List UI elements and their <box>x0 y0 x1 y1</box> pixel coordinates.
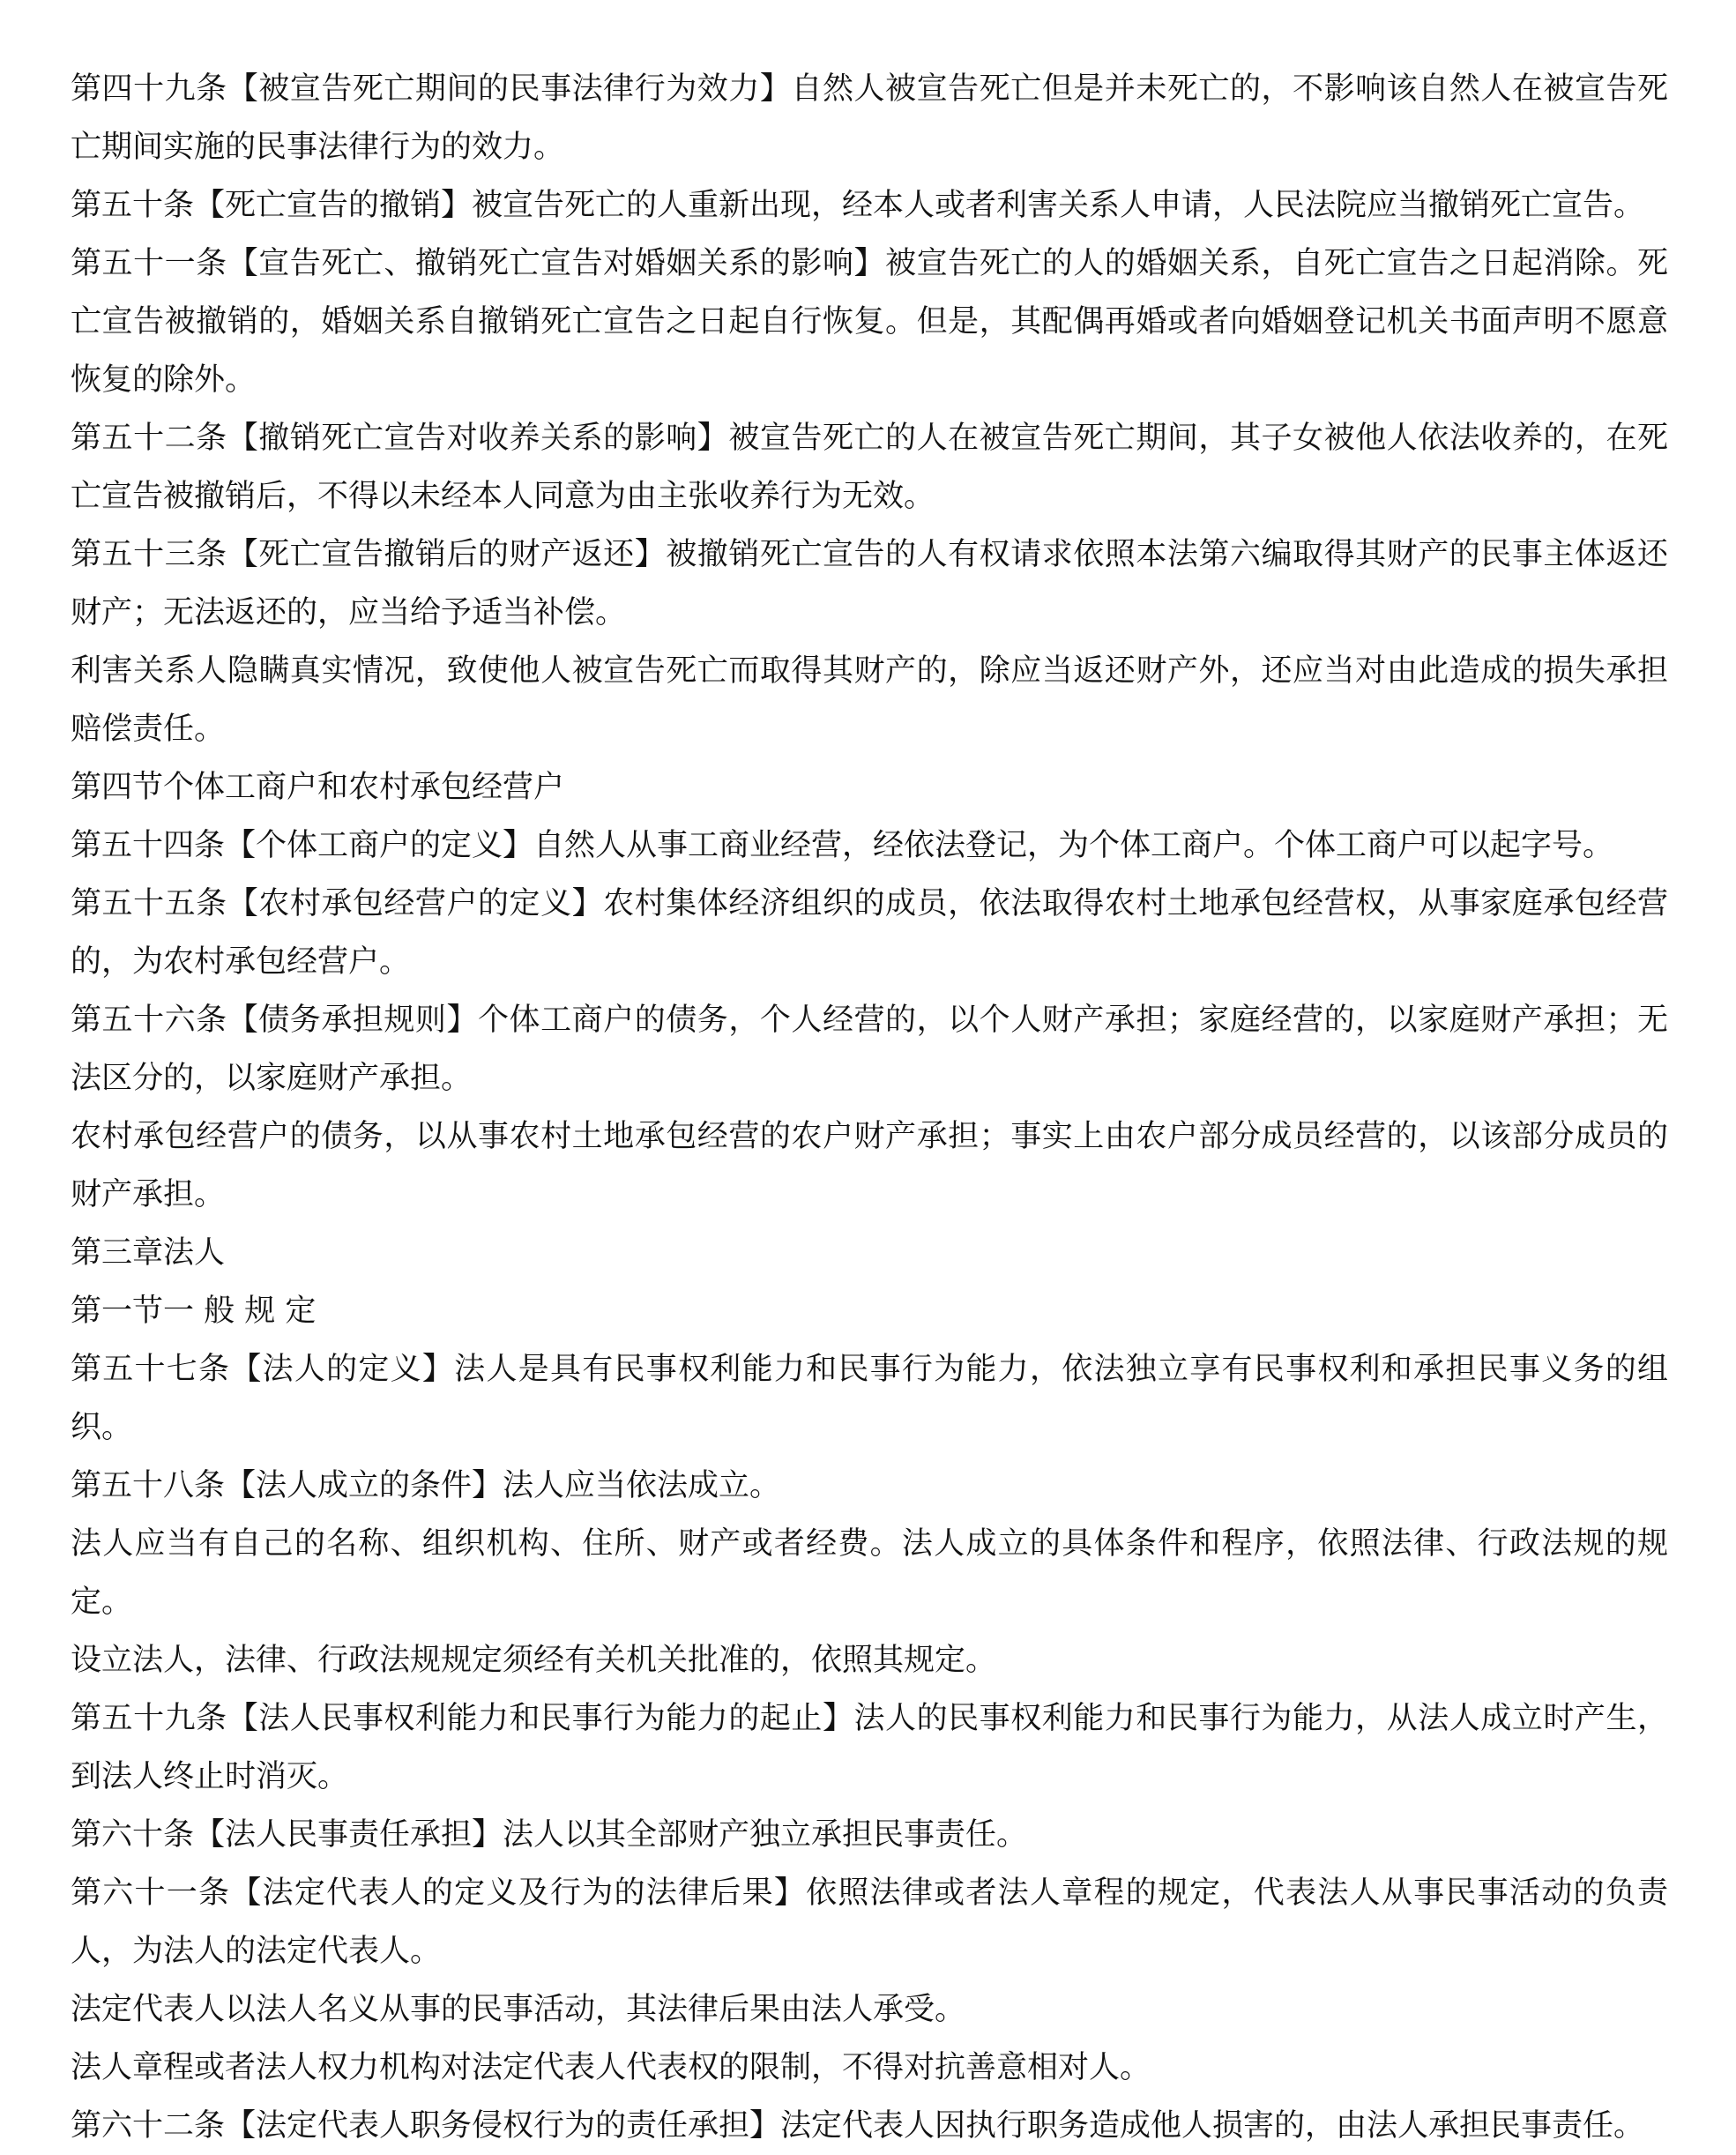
article-53-paragraph-2: 利害关系人隐瞒真实情况，致使他人被宣告死亡而取得其财产的，除应当返还财产外，还应当对由此造成的损失承担赔偿责任。 <box>71 653 1668 747</box>
chapter-heading-3: 第三章法人 <box>71 1235 226 1271</box>
article-58-paragraph-3: 设立法人，法律、行政法规规定须经有关机关批准的，依照其规定。 <box>71 1643 997 1678</box>
article-61-paragraph-2: 法定代表人以法人名义从事的民事活动，其法律后果由法人承受。 <box>71 1992 966 2027</box>
section-heading-4: 第四节个体工商户和农村承包经营户 <box>71 770 565 805</box>
article-50: 第五十条【死亡宣告的撤销】被宣告死亡的人重新出现，经本人或者利害关系人申请，人民法院应当撤销死亡宣告。 <box>71 188 1645 223</box>
article-62: 第六十二条【法定代表人职务侵权行为的责任承担】法定代表人因执行职务造成他人损害的，由法人承担民事责任。 <box>71 2108 1645 2144</box>
article-54: 第五十四条【个体工商户的定义】自然人从事工商业经营，经依法登记，为个体工商户。个体工商户可以起字号。 <box>71 828 1614 863</box>
article-61: 第六十一条【法定代表人的定义及行为的法律后果】依照法律或者法人章程的规定，代表法人从事民事活动的负责人，为法人的法定代表人。 <box>71 1875 1668 1969</box>
article-57: 第五十七条【法人的定义】法人是具有民事权利能力和民事行为能力，依法独立享有民事权利和承担民事义务的组织。 <box>71 1352 1668 1445</box>
article-58: 第五十八条【法人成立的条件】法人应当依法成立。 <box>71 1468 781 1503</box>
article-52: 第五十二条【撤销死亡宣告对收养关系的影响】被宣告死亡的人在被宣告死亡期间，其子女被他人依法收养的，在死亡宣告被撤销后，不得以未经本人同意为由主张收养行为无效。 <box>71 421 1668 514</box>
document-page <box>71 60 1668 2155</box>
article-49: 第四十九条【被宣告死亡期间的民事法律行为效力】自然人被宣告死亡但是并未死亡的，不影响该自然人在被宣告死亡期间实施的民事法律行为的效力。 <box>71 71 1668 165</box>
article-51: 第五十一条【宣告死亡、撤销死亡宣告对婚姻关系的影响】被宣告死亡的人的婚姻关系，自死亡宣告之日起消除。死亡宣告被撤销的，婚姻关系自撤销死亡宣告之日起自行恢复。但是，其配偶再婚或者向婚姻登记机关书面声明不愿意恢复的除外。 <box>71 246 1668 398</box>
article-53: 第五十三条【死亡宣告撤销后的财产返还】被撤销死亡宣告的人有权请求依照本法第六编取得其财产的民事主体返还财产；无法返还的，应当给予适当补偿。 <box>71 537 1668 630</box>
article-55: 第五十五条【农村承包经营户的定义】农村集体经济组织的成员，依法取得农村土地承包经营权，从事家庭承包经营的，为农村承包经营户。 <box>71 886 1668 980</box>
article-58-paragraph-2: 法人应当有自己的名称、组织机构、住所、财产或者经费。法人成立的具体条件和程序，依照法律、行政法规的规定。 <box>71 1526 1668 1620</box>
article-60: 第六十条【法人民事责任承担】法人以其全部财产独立承担民事责任。 <box>71 1817 1028 1853</box>
article-61-paragraph-3: 法人章程或者法人权力机构对法定代表人代表权的限制，不得对抗善意相对人。 <box>71 2050 1151 2085</box>
article-59: 第五十九条【法人民事权利能力和民事行为能力的起止】法人的民事权利能力和民事行为能力，从法人成立时产生，到法人终止时消灭。 <box>71 1701 1668 1794</box>
article-56: 第五十六条【债务承担规则】个体工商户的债务，个人经营的，以个人财产承担；家庭经营的，以家庭财产承担；无法区分的，以家庭财产承担。 <box>71 1003 1668 1096</box>
article-56-paragraph-2: 农村承包经营户的债务，以从事农村土地承包经营的农户财产承担；事实上由农户部分成员经营的，以该部分成员的财产承担。 <box>71 1119 1668 1212</box>
section-heading-1: 第一节一 般 规 定 <box>71 1294 317 1329</box>
